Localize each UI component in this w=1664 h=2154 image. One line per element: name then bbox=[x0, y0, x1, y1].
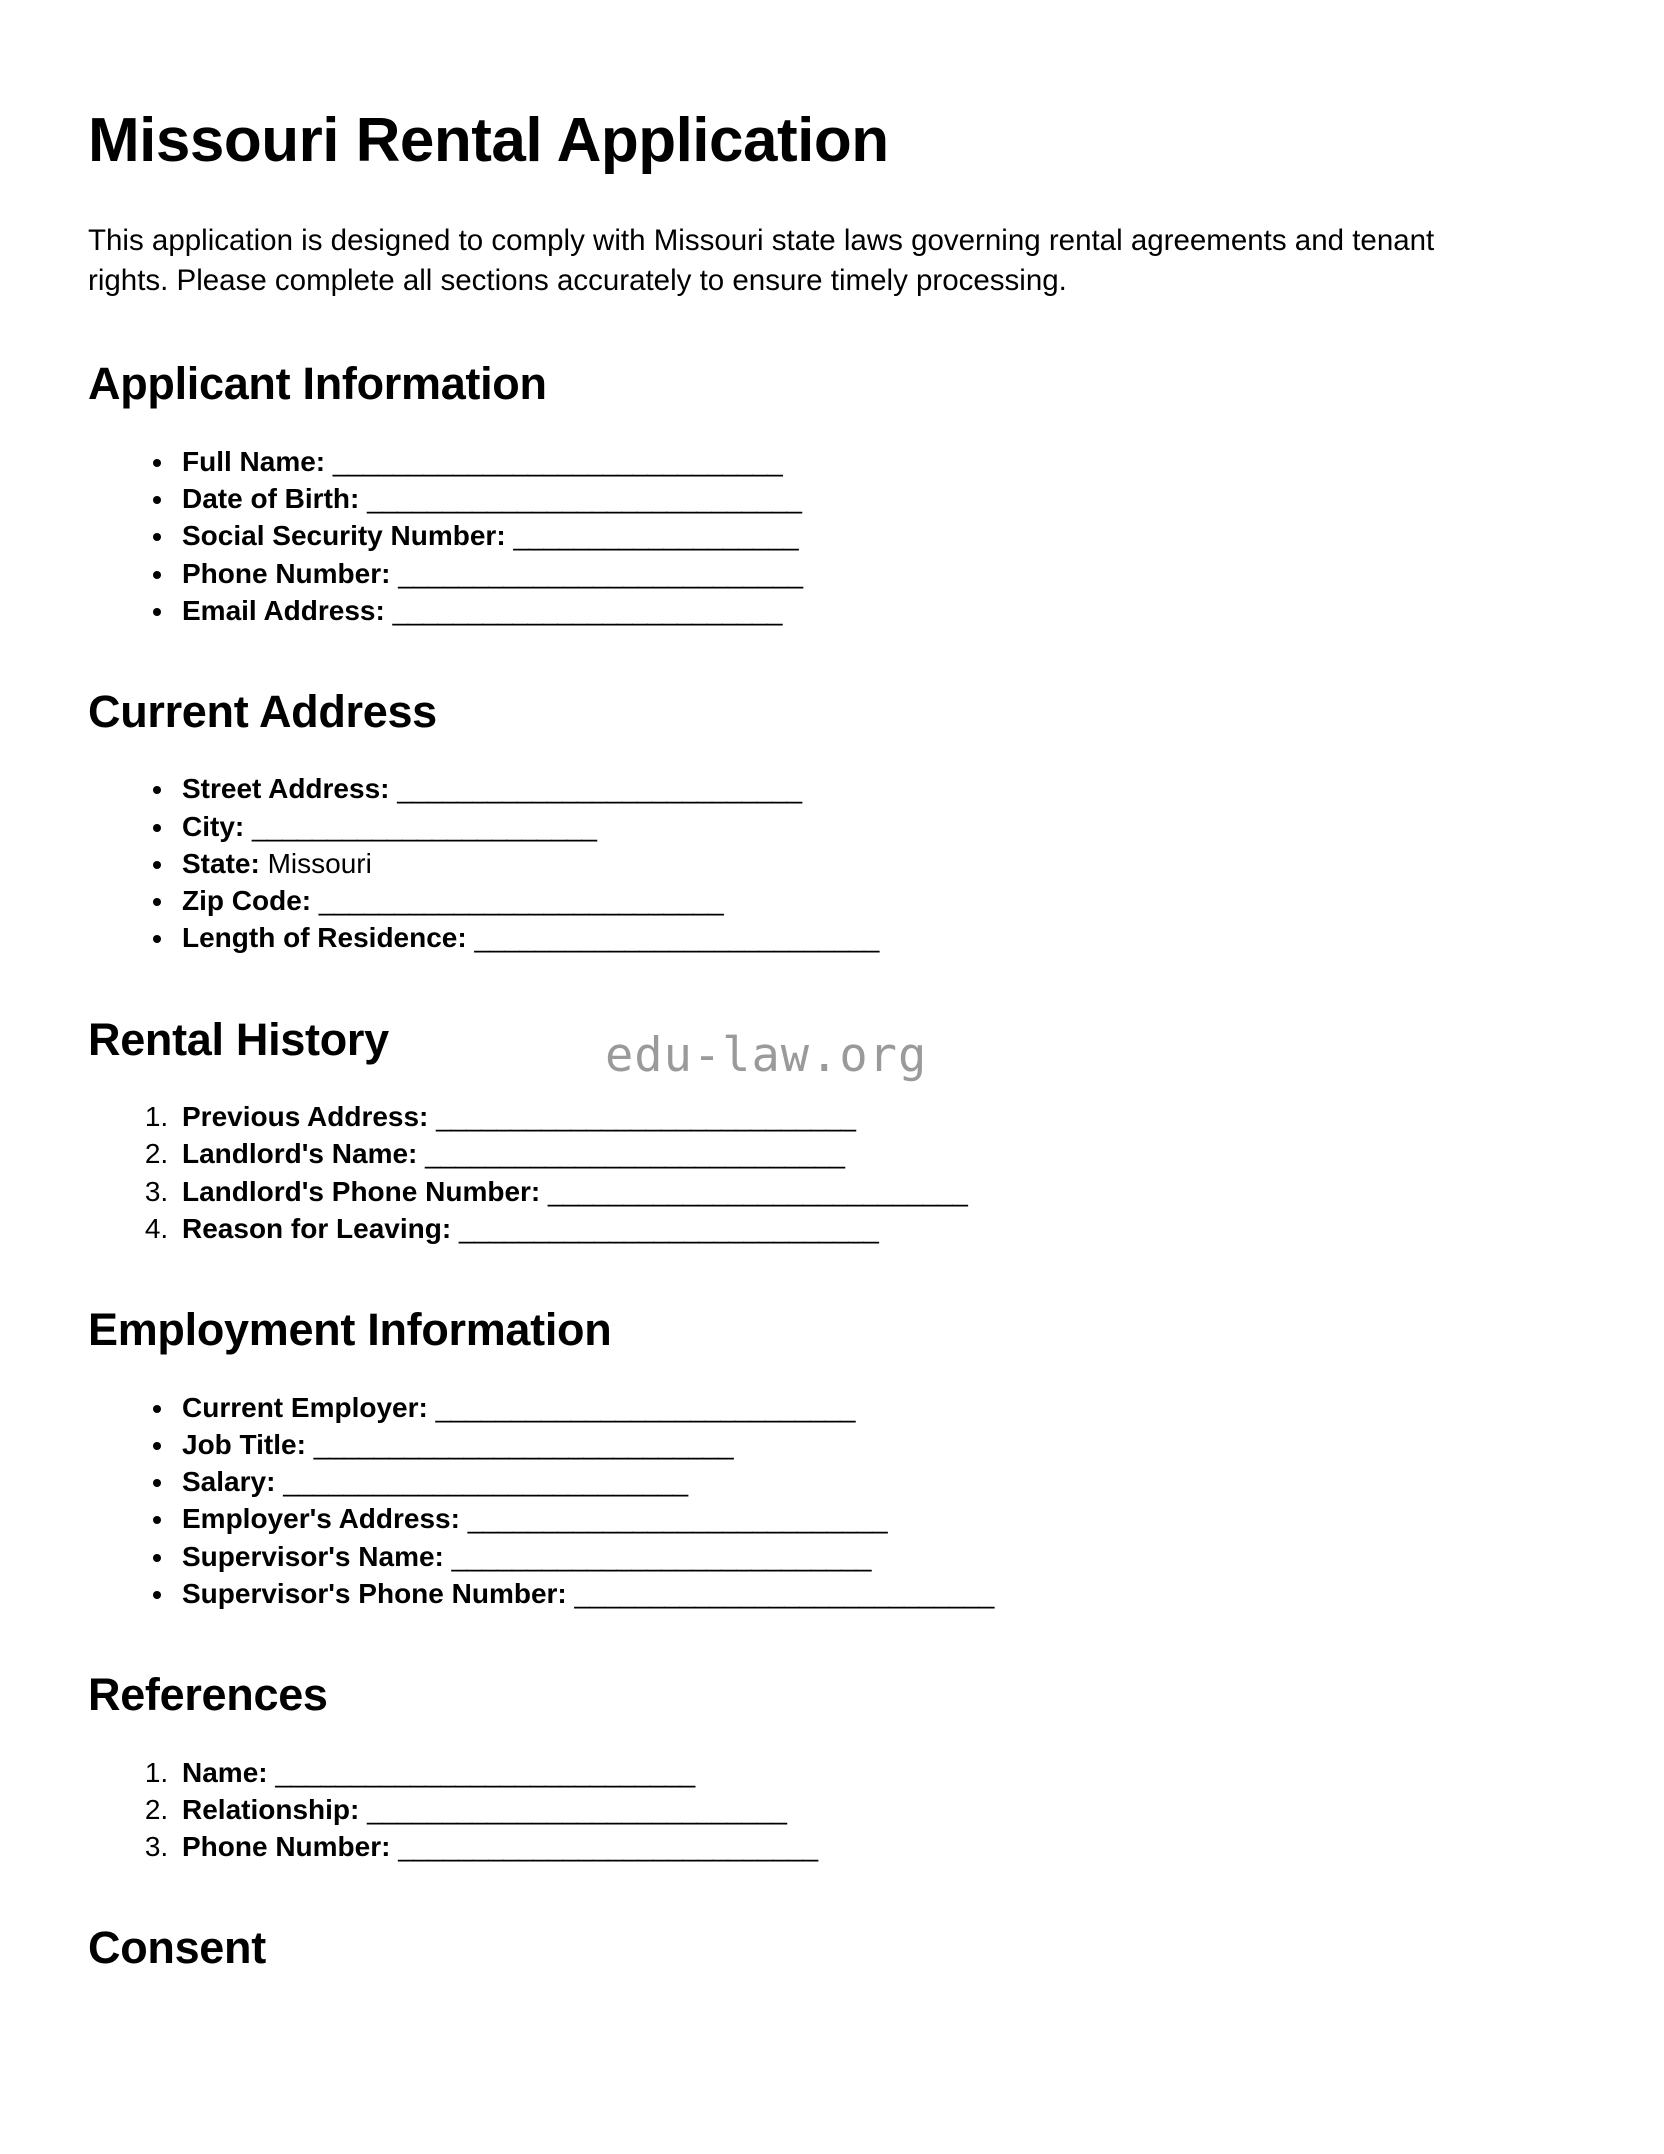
blank-field[interactable]: ____________________________ bbox=[458, 1212, 879, 1244]
field-label: Full Name: bbox=[182, 445, 326, 477]
blank-field[interactable]: __________________________ bbox=[392, 594, 782, 626]
field-value-state: Missouri bbox=[267, 847, 372, 879]
field-label: Previous Address: bbox=[182, 1101, 429, 1133]
field-label: City: bbox=[182, 810, 245, 842]
field-label: Zip Code: bbox=[182, 885, 312, 917]
rental-history-list bbox=[88, 1098, 1554, 1247]
list-item bbox=[176, 1575, 1554, 1612]
section-heading-employment-information: Employment Information bbox=[88, 1304, 612, 1356]
list-item bbox=[176, 517, 1554, 554]
field-label: Street Address: bbox=[182, 773, 390, 805]
blank-field[interactable]: ____________________________ bbox=[467, 1503, 887, 1535]
blank-field[interactable]: ____________________________ bbox=[367, 1793, 787, 1825]
intro-paragraph: This application is designed to comply with Missouri state laws governing rental agreements and tenant rights. Please complete all sections accurately to ensure timely processing. bbox=[88, 224, 1435, 298]
field-label: Social Security Number: bbox=[182, 520, 506, 552]
field-label: Salary: bbox=[182, 1466, 276, 1498]
field-label: Supervisor's Phone Number: bbox=[182, 1577, 567, 1609]
list-item bbox=[176, 1538, 1554, 1575]
list-item bbox=[176, 1135, 1554, 1172]
blank-field[interactable]: ____________________________ bbox=[435, 1391, 855, 1423]
list-item bbox=[176, 919, 1554, 956]
list-item bbox=[176, 1754, 1554, 1791]
list-item bbox=[176, 882, 1554, 919]
list-item bbox=[176, 592, 1554, 629]
field-label: Phone Number: bbox=[182, 557, 391, 589]
list-item bbox=[176, 1210, 1554, 1247]
field-label: Length of Residence: bbox=[182, 922, 467, 954]
list-item bbox=[176, 1791, 1554, 1828]
blank-field[interactable]: ____________________________ bbox=[313, 1428, 733, 1460]
field-label: Landlord's Name: bbox=[182, 1138, 418, 1170]
blank-field[interactable]: ______________________________ bbox=[332, 445, 783, 477]
list-item bbox=[176, 845, 1554, 882]
field-label: Phone Number: bbox=[182, 1830, 391, 1862]
employment-information-list bbox=[88, 1389, 1554, 1612]
section-heading-applicant-information: Applicant Information bbox=[88, 358, 547, 410]
page-title: Missouri Rental Application bbox=[88, 106, 889, 175]
list-item bbox=[176, 1828, 1554, 1865]
blank-field[interactable]: ___________________________ bbox=[283, 1466, 688, 1498]
list-item bbox=[176, 1173, 1554, 1210]
blank-field[interactable]: _____________________________ bbox=[367, 483, 802, 515]
field-label: Current Employer: bbox=[182, 1391, 428, 1423]
blank-field[interactable]: ___________________________ bbox=[397, 773, 802, 805]
applicant-information-list bbox=[88, 443, 1554, 629]
list-item bbox=[176, 1500, 1554, 1537]
field-label: Email Address: bbox=[182, 594, 385, 626]
list-item bbox=[176, 480, 1554, 517]
current-address-list bbox=[88, 770, 1554, 956]
field-label: Name: bbox=[182, 1756, 268, 1788]
blank-field[interactable]: ____________________________ bbox=[398, 1830, 818, 1862]
list-item bbox=[176, 1426, 1554, 1463]
field-label: Reason for Leaving: bbox=[182, 1212, 452, 1244]
blank-field[interactable]: ___________________________ bbox=[474, 922, 879, 954]
field-label: Relationship: bbox=[182, 1793, 360, 1825]
blank-field[interactable]: ___________________________ bbox=[318, 885, 724, 917]
blank-field[interactable]: ____________________________ bbox=[451, 1540, 871, 1572]
list-item bbox=[176, 555, 1554, 592]
field-label: Supervisor's Name: bbox=[182, 1540, 444, 1572]
section-heading-consent: Consent bbox=[88, 1922, 266, 1974]
list-item bbox=[176, 443, 1554, 480]
references-list bbox=[88, 1754, 1554, 1866]
section-heading-references: References bbox=[88, 1669, 328, 1720]
watermark-edu-law: edu-law.org bbox=[605, 1028, 928, 1083]
list-item bbox=[176, 770, 1554, 807]
field-label: Landlord's Phone Number: bbox=[182, 1175, 541, 1207]
section-heading-rental-history: Rental History bbox=[88, 1013, 389, 1065]
field-label: Job Title: bbox=[182, 1428, 306, 1460]
section-heading-current-address: Current Address bbox=[88, 685, 437, 737]
blank-field[interactable]: ____________________________ bbox=[425, 1138, 845, 1170]
list-item bbox=[176, 1389, 1554, 1426]
blank-field[interactable]: ____________________________ bbox=[574, 1577, 994, 1609]
list-item bbox=[176, 1098, 1554, 1135]
blank-field[interactable]: _______________________ bbox=[252, 810, 597, 842]
blank-field[interactable]: ____________________________ bbox=[548, 1175, 968, 1207]
blank-field[interactable]: ___________________________ bbox=[398, 557, 803, 589]
blank-field[interactable]: ____________________________ bbox=[436, 1101, 856, 1133]
list-item bbox=[176, 808, 1554, 845]
list-item bbox=[176, 1463, 1554, 1500]
field-label: Date of Birth: bbox=[182, 483, 360, 515]
field-label: Employer's Address: bbox=[182, 1503, 460, 1535]
blank-field[interactable]: ____________________________ bbox=[275, 1756, 695, 1788]
field-label: State: bbox=[182, 847, 260, 879]
blank-field[interactable]: ___________________ bbox=[513, 520, 798, 552]
